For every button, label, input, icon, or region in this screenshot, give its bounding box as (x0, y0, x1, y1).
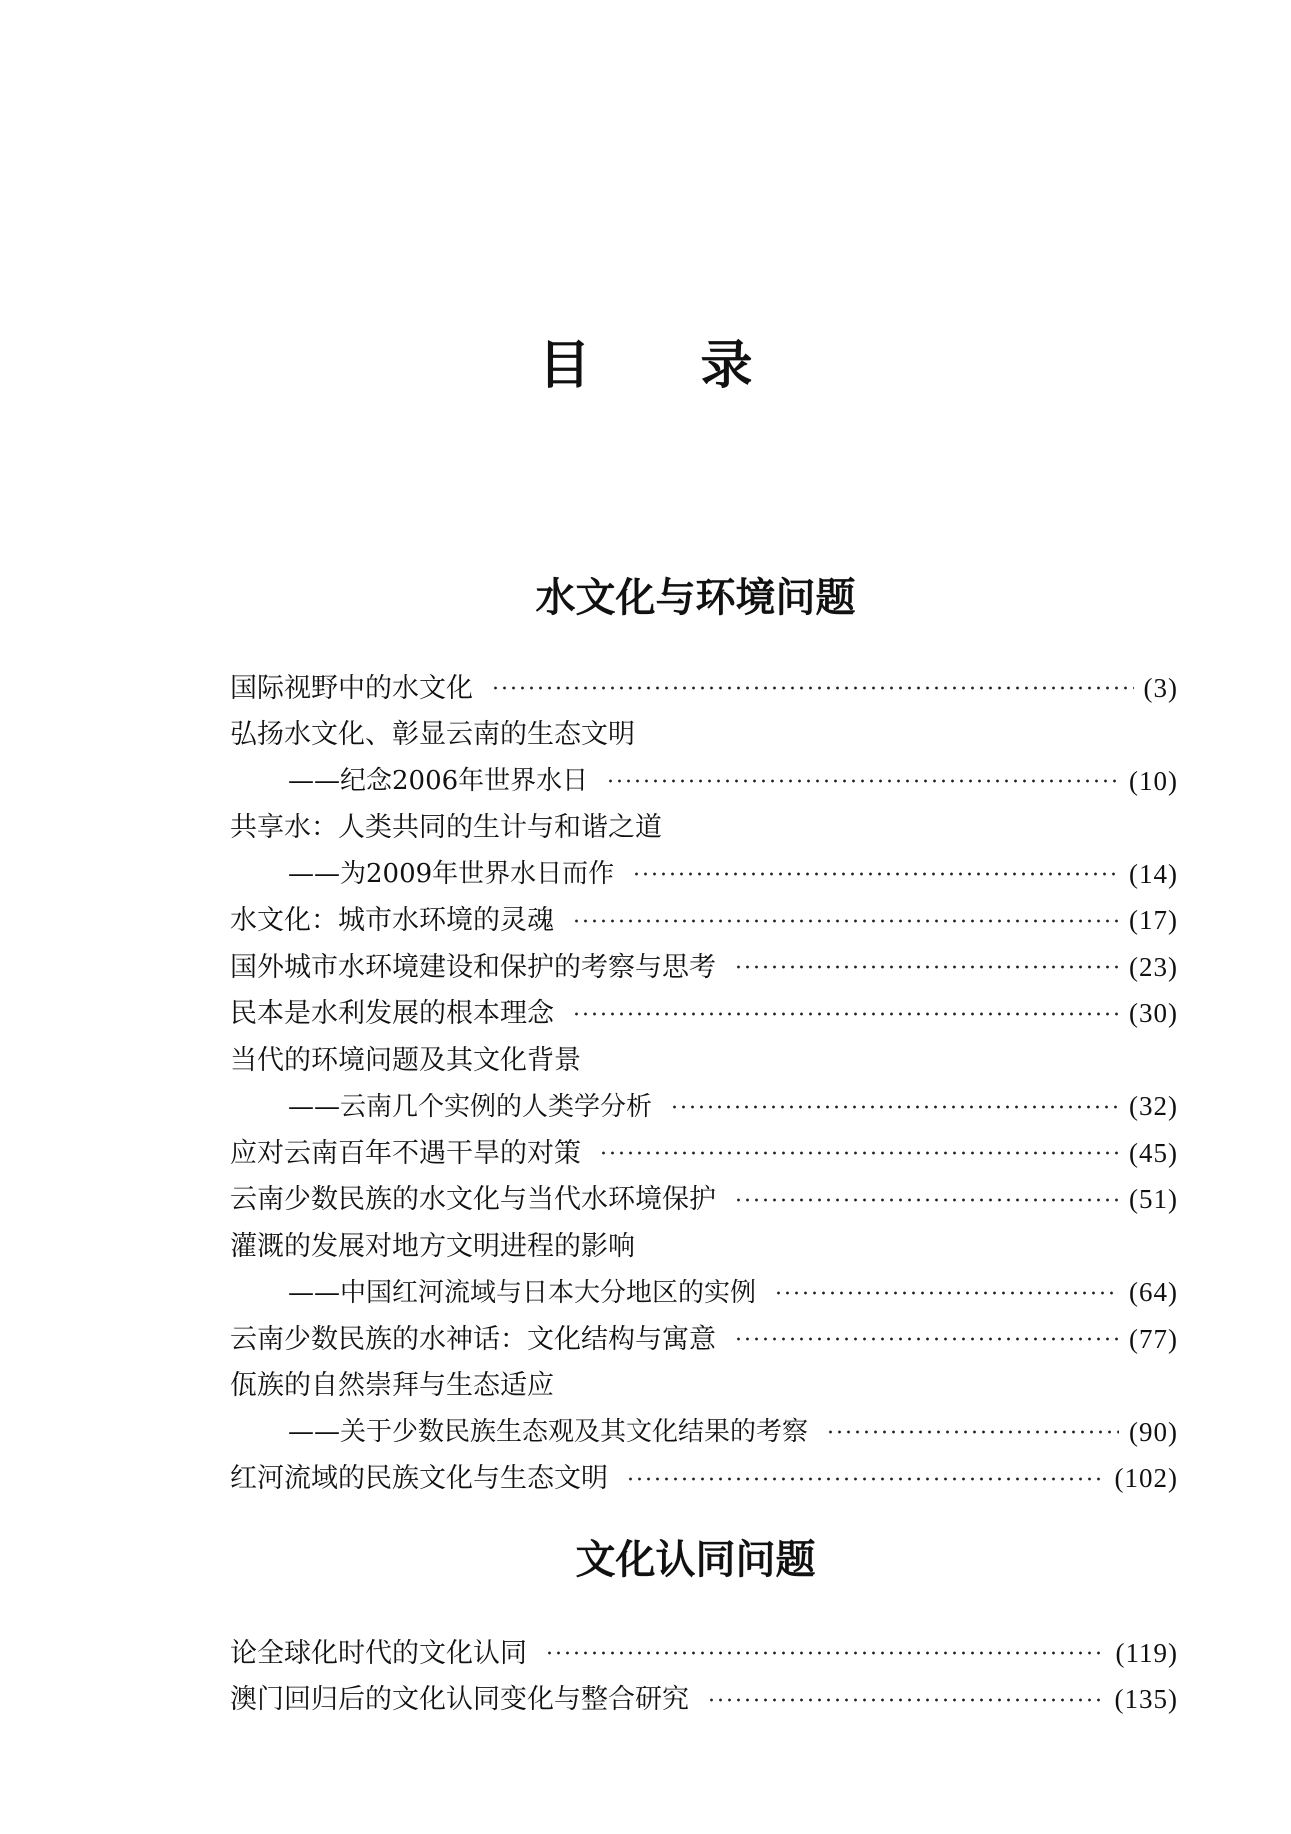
toc-section-cultural-identity (230, 1630, 1178, 1723)
toc-subtitle-row (230, 1270, 1178, 1317)
toc-entry-row (230, 1630, 1178, 1677)
page-number: (90) (1129, 1416, 1178, 1447)
page-number: (3) (1143, 672, 1178, 703)
toc-entry-row (230, 1677, 1178, 1724)
dot-leader (774, 1290, 1119, 1296)
toc-entry-title: 民本是水利发展的根本理念 (230, 998, 554, 1030)
toc-entry-row (230, 1130, 1178, 1177)
toc-entry-row (230, 1456, 1178, 1503)
toc-entry-title: 水文化：城市水环境的灵魂 (230, 905, 554, 937)
toc-entry-title: 红河流域的民族文化与生态文明 (230, 1463, 608, 1495)
toc-entry-title: 云南少数民族的水文化与当代水环境保护 (230, 1184, 716, 1216)
toc-entry-row (230, 1316, 1178, 1363)
page-title: 目录 (538, 335, 863, 396)
dot-leader (572, 1011, 1119, 1017)
toc-entry-row (230, 1037, 1178, 1084)
toc-entry-row (230, 712, 1178, 759)
dot-leader (734, 1336, 1119, 1342)
dot-leader (491, 685, 1134, 691)
toc-entry-row (230, 1223, 1178, 1270)
page-number: (14) (1129, 858, 1178, 889)
toc-entry-row (230, 898, 1178, 945)
toc-entry-title: 澳门回归后的文化认同变化与整合研究 (230, 1684, 689, 1716)
toc-subtitle-row (230, 758, 1178, 805)
toc-subtitle: ——纪念2006年世界水日 (288, 766, 589, 797)
dot-leader (632, 871, 1119, 877)
page-number: (45) (1129, 1137, 1178, 1168)
section-heading-cultural-identity: 文化认同问题 (575, 1536, 816, 1583)
toc-entry-title: 应对云南百年不遇干旱的对策 (230, 1137, 581, 1169)
dot-leader (734, 964, 1119, 970)
toc-entry-title: 国外城市水环境建设和保护的考察与思考 (230, 951, 716, 983)
dot-leader (734, 1197, 1119, 1203)
page-number: (30) (1129, 998, 1178, 1029)
page-number: (32) (1129, 1091, 1178, 1122)
toc-entry-title: 论全球化时代的文化认同 (230, 1637, 527, 1669)
page-number: (119) (1115, 1637, 1178, 1668)
dot-leader (606, 778, 1119, 784)
page-number: (23) (1129, 951, 1178, 982)
toc-entry-title: 共享水：人类共同的生计与和谐之道 (230, 812, 662, 844)
toc-entry-row (230, 665, 1178, 712)
dot-leader (545, 1650, 1106, 1656)
toc-entry-title: 灌溉的发展对地方文明进程的影响 (230, 1230, 635, 1262)
dot-leader (626, 1476, 1105, 1482)
toc-subtitle: ——为2009年世界水日而作 (288, 859, 615, 890)
toc-subtitle: ——中国红河流域与日本大分地区的实例 (288, 1277, 757, 1308)
page-number: (102) (1114, 1463, 1178, 1494)
page-number: (77) (1129, 1323, 1178, 1354)
toc-entry-title: 弘扬水文化、彰显云南的生态文明 (230, 719, 635, 751)
toc-subtitle-row (230, 851, 1178, 898)
dot-leader (572, 918, 1119, 924)
toc-entry-row (230, 944, 1178, 991)
dot-leader (670, 1104, 1119, 1110)
toc-entry-row (230, 1363, 1178, 1410)
toc-subtitle-row (230, 1409, 1178, 1456)
toc-subtitle-row (230, 1084, 1178, 1131)
toc-entry-title: 国际视野中的水文化 (230, 672, 473, 704)
toc-entry-title: 当代的环境问题及其文化背景 (230, 1044, 581, 1076)
page-number: (17) (1129, 905, 1178, 936)
dot-leader (826, 1429, 1119, 1435)
toc-entry-row (230, 1177, 1178, 1224)
page-number: (51) (1129, 1184, 1178, 1215)
section-heading-water-culture: 水文化与环境问题 (535, 574, 856, 621)
toc-entry-row (230, 805, 1178, 852)
toc-entry-row (230, 991, 1178, 1038)
dot-leader (707, 1697, 1105, 1703)
page-number: (135) (1114, 1684, 1178, 1715)
dot-leader (599, 1150, 1119, 1156)
page-number: (10) (1129, 765, 1178, 796)
toc-entry-title: 佤族的自然崇拜与生态适应 (230, 1370, 554, 1402)
toc-section-water-culture (230, 665, 1178, 1502)
toc-entry-title: 云南少数民族的水神话：文化结构与寓意 (230, 1323, 716, 1355)
toc-subtitle: ——关于少数民族生态观及其文化结果的考察 (288, 1417, 809, 1448)
page-number: (64) (1129, 1277, 1178, 1308)
toc-subtitle: ——云南几个实例的人类学分析 (288, 1091, 653, 1122)
